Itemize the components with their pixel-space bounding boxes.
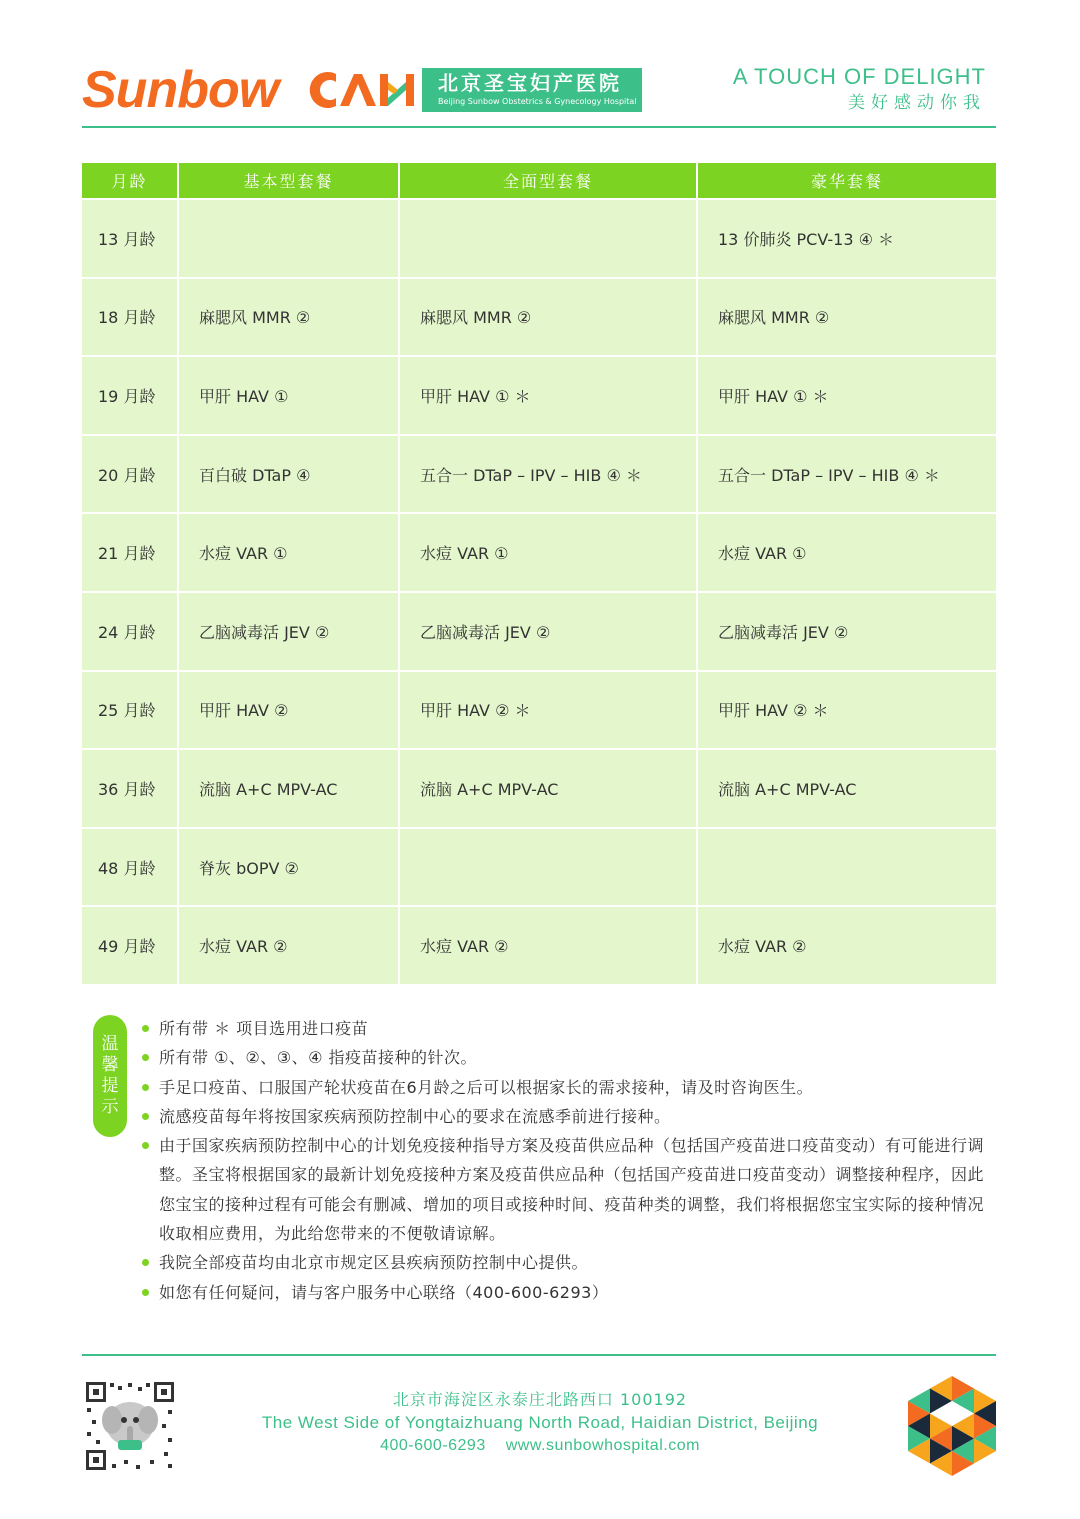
- cell-age: 48 月龄: [82, 829, 179, 906]
- cell-luxury: 流脑 A+C MPV-AC: [718, 779, 857, 799]
- cell-basic: 甲肝 HAV ②: [179, 672, 400, 749]
- cell-age: 25 月龄: [82, 672, 179, 749]
- cell-basic: 流脑 A+C MPV-AC: [179, 750, 400, 827]
- table-row: [82, 670, 996, 749]
- hospital-name-box: [422, 68, 642, 112]
- tips-badge-char: 提: [101, 1076, 119, 1096]
- phone-number: 400-600-6293: [380, 1437, 486, 1454]
- logo-mark-icon: [306, 68, 418, 112]
- qr-code-icon: [84, 1380, 176, 1472]
- vaccine-schedule-table: [82, 163, 996, 984]
- cell-age: 36 月龄: [82, 750, 179, 827]
- cell-age: 18 月龄: [82, 279, 179, 356]
- cell-full: [400, 829, 698, 906]
- table-row: [82, 277, 996, 356]
- cell-full: 甲肝 HAV ② ＊: [400, 672, 698, 749]
- header-basic-package: 基本型套餐: [179, 163, 400, 198]
- tips-list: [140, 1014, 990, 1307]
- website-link[interactable]: www.sunbowhospital.com: [505, 1437, 700, 1454]
- cell-basic: [179, 200, 400, 277]
- cell-full: 水痘 VAR ①: [400, 514, 698, 591]
- header: [82, 62, 996, 128]
- table-header-row: [82, 163, 996, 198]
- footer-divider: [82, 1354, 996, 1356]
- cell-full: 甲肝 HAV ① ＊: [400, 357, 698, 434]
- tip-item: 所有带 ①、②、③、④ 指疫苗接种的针次。: [140, 1043, 990, 1072]
- table-row: [82, 827, 996, 906]
- tips-badge-char: 示: [101, 1097, 119, 1117]
- cell-basic: 水痘 VAR ①: [179, 514, 400, 591]
- cell-full: [400, 200, 698, 277]
- tip-item: 所有带 ＊ 项目选用进口疫苗: [140, 1014, 990, 1043]
- table-row: [82, 355, 996, 434]
- header-age: 月龄: [82, 163, 179, 198]
- cell-basic: 甲肝 HAV ①: [179, 357, 400, 434]
- tagline-cn: 美好感动你我: [848, 93, 986, 113]
- cell-luxury: 乙脑减毒活 JEV ②: [718, 622, 849, 642]
- header-luxury-package: 豪华套餐: [810, 172, 883, 191]
- hexagon-logo-icon: [906, 1376, 998, 1476]
- tips-badge-char: 馨: [101, 1055, 119, 1075]
- address-en: The West Side of Yongtaizhuang North Road, Haidian District, Beijing: [261, 1413, 819, 1432]
- hospital-name-cn: 北京圣宝妇产医院: [438, 71, 622, 95]
- cell-age: 19 月龄: [82, 357, 179, 434]
- cell-luxury: 甲肝 HAV ① ＊: [718, 386, 829, 406]
- tip-item: 手足口疫苗、口服国产轮状疫苗在6月龄之后可以根据家长的需求接种，请及时咨询医生。: [140, 1073, 990, 1102]
- table-row: [82, 905, 996, 984]
- cell-luxury: 水痘 VAR ①: [718, 544, 807, 564]
- hospital-name-en: Beijing Sunbow Obstetrics & Gynecology Hospital: [438, 97, 637, 106]
- cell-full: 乙脑减毒活 JEV ②: [400, 593, 698, 670]
- cell-full: 流脑 A+C MPV-AC: [400, 750, 698, 827]
- cell-full: 水痘 VAR ②: [400, 907, 698, 984]
- cell-full: 麻腮风 MMR ②: [400, 279, 698, 356]
- tip-item: 我院全部疫苗均由北京市规定区县疾病预防控制中心提供。: [140, 1248, 990, 1277]
- cell-basic: 乙脑减毒活 JEV ②: [179, 593, 400, 670]
- cell-basic: 脊灰 bOPV ②: [179, 829, 400, 906]
- cell-basic: 麻腮风 MMR ②: [179, 279, 400, 356]
- contact-line: [240, 1434, 840, 1457]
- header-divider: [82, 126, 996, 128]
- cell-luxury: [698, 829, 996, 906]
- table-row: [82, 434, 996, 513]
- cell-age: 24 月龄: [82, 593, 179, 670]
- cell-age: 20 月龄: [82, 436, 179, 513]
- cell-age: 13 月龄: [82, 200, 179, 277]
- cell-luxury: 麻腮风 MMR ②: [718, 308, 830, 328]
- cell-basic: 百白破 DTaP ④: [179, 436, 400, 513]
- tips-badge-char: 温: [101, 1034, 119, 1054]
- cell-luxury: 水痘 VAR ②: [718, 937, 807, 957]
- address-cn: 北京市海淀区永泰庄北路西口 100192: [392, 1390, 688, 1409]
- tagline-en: A TOUCH OF DELIGHT: [732, 64, 986, 89]
- cell-luxury: 五合一 DTaP – IPV – HIB ④ ＊: [718, 465, 940, 485]
- table-row: [82, 512, 996, 591]
- footer-contact: [240, 1388, 840, 1457]
- cell-luxury: 13 价肺炎 PCV-13 ④ ＊: [718, 229, 895, 249]
- cell-luxury: 甲肝 HAV ② ＊: [718, 701, 829, 721]
- table-row: [82, 748, 996, 827]
- header-full-package: 全面型套餐: [400, 163, 698, 198]
- table-row: [82, 198, 996, 277]
- tip-item: 由于国家疾病预防控制中心的计划免疫接种指导方案及疫苗供应品种（包括国产疫苗进口疫苗变动）有可能进行调整。圣宝将根据国家的最新计划免疫接种方案及疫苗供应品种（包括国产疫苗进口疫苗变动）调整接种程序，因此您宝宝的接种过程有可能会有删减、增加的项目或接种时间、疫苗种类的调整，我们将根据您宝宝实际的接种情况收取相应费用，为此给您带来的不便敬请谅解。: [140, 1131, 990, 1248]
- tip-item: 流感疫苗每年将按国家疾病预防控制中心的要求在流感季前进行接种。: [140, 1102, 990, 1131]
- cell-full: 五合一 DTaP – IPV – HIB ④ ＊: [400, 436, 698, 513]
- logo-text: Sunbow: [82, 61, 279, 119]
- cell-age: 49 月龄: [82, 907, 179, 984]
- tips-badge: [93, 1015, 127, 1137]
- table-row: [82, 591, 996, 670]
- cell-basic: 水痘 VAR ②: [179, 907, 400, 984]
- cell-age: 21 月龄: [82, 514, 179, 591]
- tip-item: 如您有任何疑问，请与客户服务中心联络（400-600-6293）: [140, 1278, 990, 1307]
